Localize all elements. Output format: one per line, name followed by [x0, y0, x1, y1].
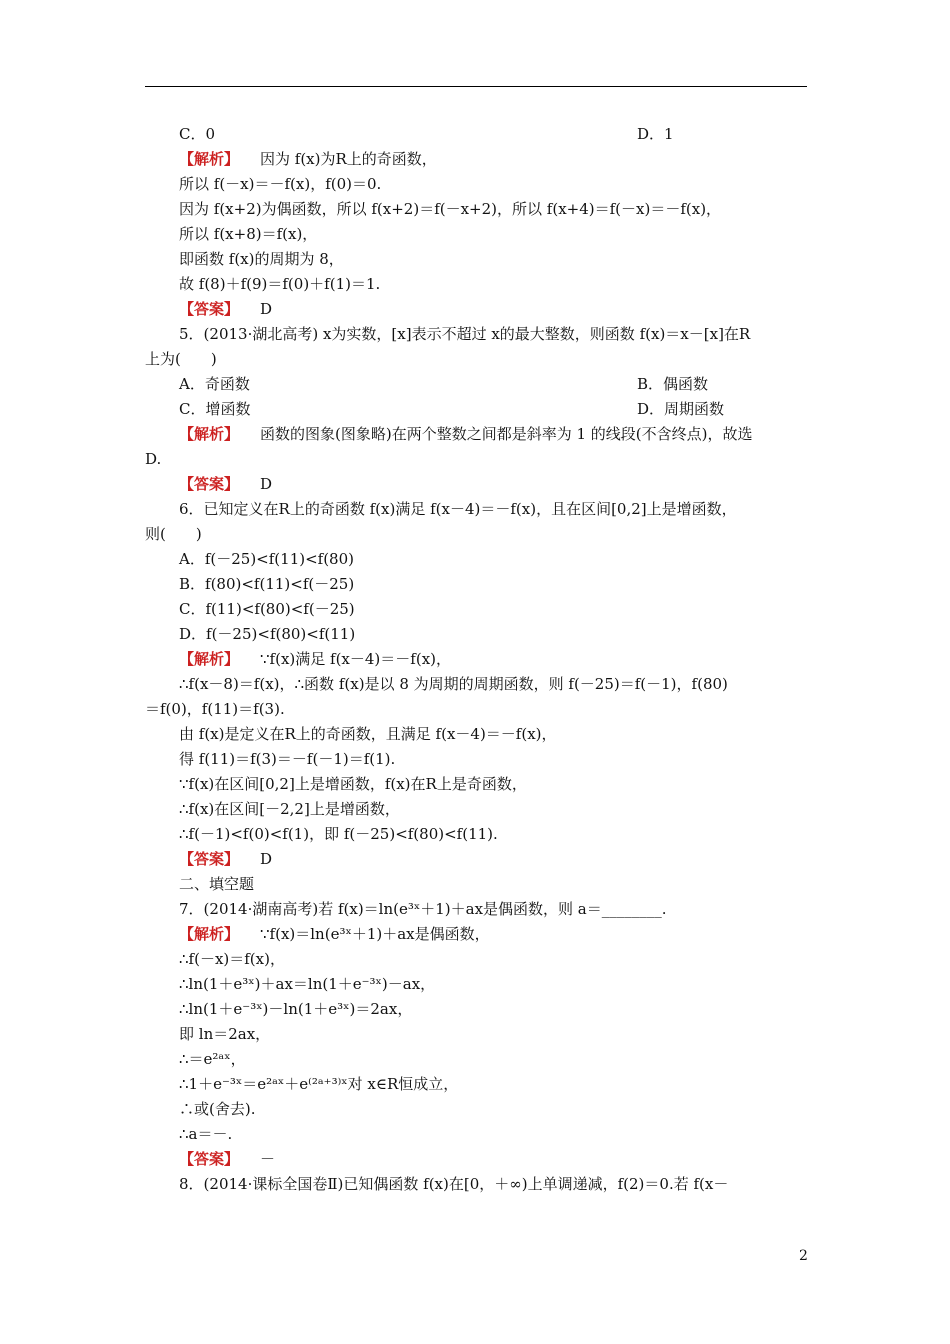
text-line: 由 f(x)是定义在R上的奇函数，且满足 f(x－4)＝－f(x)，: [179, 725, 557, 743]
answer-value: D: [260, 850, 273, 868]
answer-value: D: [260, 300, 273, 318]
option-c-q5: C．增函数: [179, 400, 251, 418]
analysis-tag: 【解析】: [179, 150, 240, 168]
text-line: ∴1＋e⁻³ˣ＝e²ᵃˣ＋e⁽²ᵃ⁺³⁾ˣ对 x∈R恒成立，: [179, 1075, 459, 1093]
answer-value: D: [260, 475, 273, 493]
text-line: ∴f(－1)<f(0)<f(1)，即 f(－25)<f(80)<f(11).: [179, 825, 498, 843]
text-line: ＝f(0)，f(11)＝f(3).: [145, 700, 285, 718]
question-8: 8．(2014·课标全国卷Ⅱ)已知偶函数 f(x)在[0，＋∞)上单调递减，f(2)＝0.若 f(x－: [179, 1175, 729, 1193]
text-line: 即 ln＝2ax，: [179, 1025, 271, 1043]
analysis-text: 函数的图象(图象略)在两个整数之间都是斜率为 1 的线段(不含终点)，故选: [260, 425, 753, 443]
text-line: 所以 f(x+8)＝f(x)，: [179, 225, 318, 243]
text-line: D.: [145, 450, 162, 468]
answer-tag: 【答案】: [179, 300, 240, 318]
analysis-text: ∵f(x)＝ln(e³ˣ＋1)＋ax是偶函数，: [260, 925, 490, 943]
analysis-text: ∵f(x)满足 f(x－4)＝－f(x)，: [260, 650, 452, 668]
page-number: 2: [799, 1248, 808, 1264]
option-b-q5: B．偶函数: [637, 375, 709, 393]
header-rule: [145, 86, 807, 87]
answer-tag: 【答案】: [179, 1150, 240, 1168]
answer-tag: 【答案】: [179, 475, 240, 493]
option-b-q6: B．f(80)<f(11)<f(－25): [179, 575, 355, 593]
text-line: 即函数 f(x)的周期为 8，: [179, 250, 344, 268]
text-line: ∴f(－x)＝f(x)，: [179, 950, 285, 968]
option-d-q4: D．1: [637, 125, 674, 143]
option-d-q6: D．f(－25)<f(80)<f(11): [179, 625, 356, 643]
text-line: ∴或(舍去).: [179, 1100, 256, 1118]
text-line: ∴ln(1＋e⁻³ˣ)－ln(1＋e³ˣ)＝2ax，: [179, 1000, 413, 1018]
analysis-text: 因为 f(x)为R上的奇函数，: [260, 150, 437, 168]
answer-value: －: [260, 1150, 276, 1168]
question-7: 7．(2014·湖南高考)若 f(x)＝ln(e³ˣ＋1)＋ax是偶函数，则 a＝________.: [179, 900, 667, 918]
text-line: ∴f(x)在区间[－2,2]上是增函数，: [179, 800, 400, 818]
text-line: 故 f(8)＋f(9)＝f(0)＋f(1)＝1.: [179, 275, 381, 293]
text-line: ∴ln(1＋e³ˣ)＋ax＝ln(1＋e⁻³ˣ)－ax，: [179, 975, 436, 993]
option-c-q6: C．f(11)<f(80)<f(－25): [179, 600, 355, 618]
question-6-cont: 则( ): [145, 525, 202, 543]
analysis-tag: 【解析】: [179, 425, 240, 443]
question-5-cont: 上为( ): [145, 350, 217, 368]
section-heading: 二、填空题: [179, 875, 255, 893]
analysis-tag: 【解析】: [179, 925, 240, 943]
option-a-q5: A．奇函数: [179, 375, 250, 393]
question-6: 6．已知定义在R上的奇函数 f(x)满足 f(x－4)＝－f(x)，且在区间[0,2]上是增函数，: [179, 500, 737, 518]
text-line: ∴＝e²ᵃˣ，: [179, 1050, 246, 1068]
option-d-q5: D．周期函数: [637, 400, 725, 418]
analysis-tag: 【解析】: [179, 650, 240, 668]
answer-tag: 【答案】: [179, 850, 240, 868]
text-line: ∴f(x－8)＝f(x)，∴函数 f(x)是以 8 为周期的周期函数，则 f(－25)＝f(－1)，f(80): [179, 675, 728, 693]
question-5: 5．(2013·湖北高考) x为实数，[x]表示不超过 x的最大整数，则函数 f(x)＝x－[x]在R: [179, 325, 751, 343]
option-a-q6: A．f(－25)<f(11)<f(80): [179, 550, 354, 568]
text-line: 得 f(11)＝f(3)＝－f(－1)＝f(1).: [179, 750, 396, 768]
text-line: ∵f(x)在区间[0,2]上是增函数，f(x)在R上是奇函数，: [179, 775, 527, 793]
option-c-q4: C．0: [179, 125, 216, 143]
text-line: ∴a＝－.: [179, 1125, 233, 1143]
text-line: 所以 f(－x)＝－f(x)，f(0)＝0.: [179, 175, 382, 193]
text-line: 因为 f(x+2)为偶函数，所以 f(x+2)＝f(－x+2)，所以 f(x+4)＝f(－x)＝－f(x)，: [179, 200, 722, 218]
